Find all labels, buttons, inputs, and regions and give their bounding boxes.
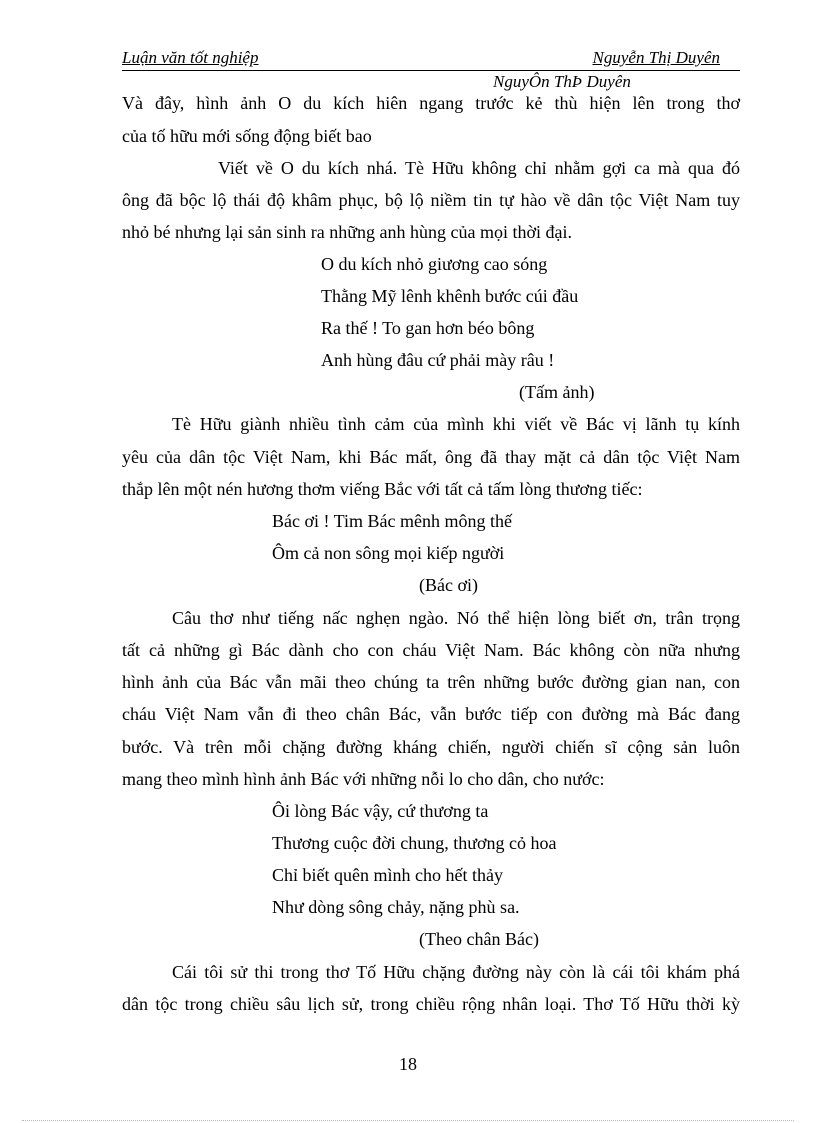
header-author-name-garbled: NguyÔn ThÞ Duyên [493, 72, 631, 91]
poem-line: Ôm cả non sông mọi kiếp người [272, 543, 505, 563]
body-line: cháu Việt Nam vẫn đi theo chân Bác, vẫn bước tiếp con đường mà Bác đang [122, 704, 740, 724]
body-line: Cái tôi sử thi trong thơ Tố Hữu chặng đường này còn là cái tôi khám phá [172, 962, 740, 982]
poem-line: Ra thế ! To gan hơn béo bông [321, 318, 535, 338]
body-line: Câu thơ như tiếng nấc nghẹn ngào. Nó thể hiện lòng biết ơn, trân trọng [172, 608, 740, 628]
body-line: tất cả những gì Bác dành cho con cháu Việt Nam. Bác không còn nữa nhưng [122, 640, 740, 660]
body-line: nhỏ bé nhưng lại sản sinh ra những anh hùng của mọi thời đại. [122, 222, 572, 242]
poem-source: (Tấm ảnh) [519, 382, 595, 402]
poem-line: O du kích nhỏ giương cao sóng [321, 254, 548, 274]
page-bottom-divider [22, 1120, 794, 1121]
poem-source: (Bác ơi) [419, 575, 478, 595]
body-line: thắp lên một nén hương thơm viếng Bắc với tất cả tấm lòng thương tiếc: [122, 479, 643, 499]
body-line: mang theo mình hình ảnh Bác với những nỗi lo cho dân, cho nước: [122, 769, 605, 789]
header-thesis-title: Luận văn tốt nghiệp [122, 48, 259, 67]
body-line: Và đây, hình ảnh O du kích hiên ngang trước kẻ thù hiện lên trong thơ [122, 93, 740, 113]
poem-line: Ôi lòng Bác vậy, cứ thương ta [272, 801, 489, 821]
page-number: 18 [399, 1054, 417, 1074]
poem-line: Thương cuộc đời chung, thương cỏ hoa [272, 833, 557, 853]
body-line: Tè Hữu giành nhiều tình cảm của mình khi viết về Bác vị lãnh tụ kính [172, 414, 740, 434]
running-header [122, 48, 740, 71]
poem-source: (Theo chân Bác) [419, 929, 539, 949]
poem-line: Bác ơi ! Tim Bác mênh mông thế [272, 511, 513, 531]
body-line: yêu của dân tộc Việt Nam, khi Bác mất, ông đã thay mặt cả dân tộc Việt Nam [122, 447, 740, 467]
poem-line: Anh hùng đâu cứ phải mày râu ! [321, 350, 555, 370]
poem-line: Chỉ biết quên mình cho hết thảy [272, 865, 503, 885]
body-line: Viết về O du kích nhá. Tè Hữu không chỉ nhằm gợi ca mà qua đó [218, 158, 740, 178]
poem-line: Như dòng sông chảy, nặng phù sa. [272, 897, 520, 917]
body-line: của tố hữu mới sống động biết bao [122, 126, 372, 146]
body-line: bước. Và trên mỗi chặng đường kháng chiến, người chiến sĩ cộng sản luôn [122, 737, 740, 757]
body-line: ông đã bộc lộ thái độ khâm phục, bộ lộ niềm tin tự hào về dân tộc Việt Nam tuy [122, 190, 740, 210]
header-author-name: Nguyễn Thị Duyên [592, 48, 720, 67]
poem-line: Thằng Mỹ lênh khênh bước cúi đầu [321, 286, 579, 306]
body-line: hình ảnh của Bác vẫn mãi theo chúng ta trên những bước đường gian nan, con [122, 672, 740, 692]
body-line: dân tộc trong chiều sâu lịch sử, trong chiều rộng nhân loại. Thơ Tố Hữu thời kỳ [122, 994, 740, 1014]
